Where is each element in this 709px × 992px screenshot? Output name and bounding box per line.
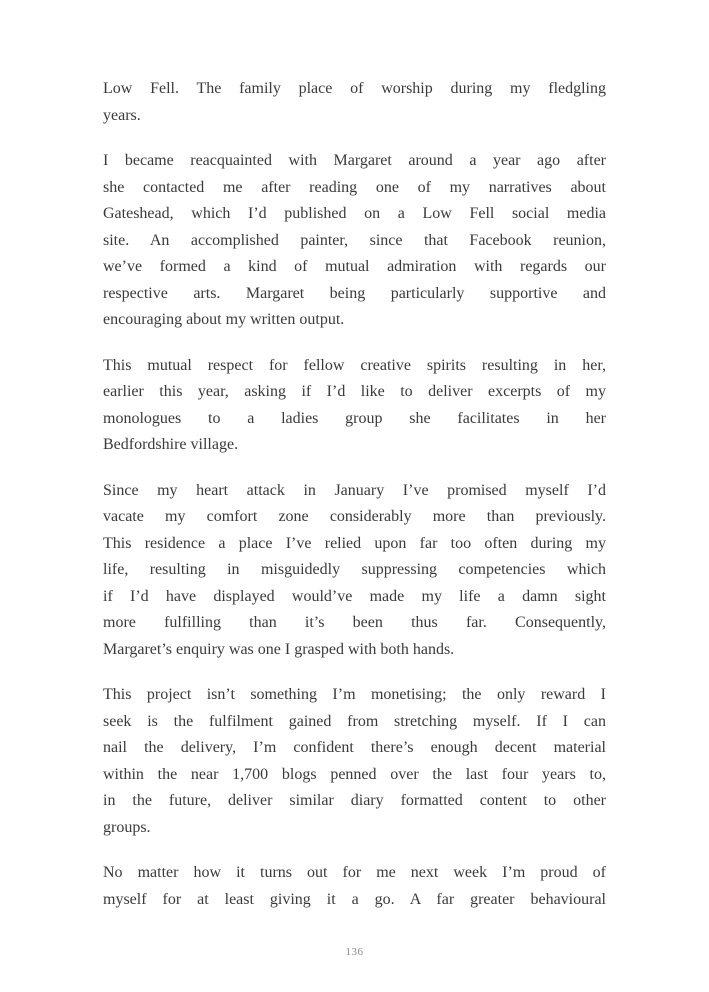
text-line: Gateshead, which I’d published on a Low Fell social media [103, 205, 606, 222]
text-line: site. An accomplished painter, since that Facebook reunion, [103, 231, 606, 249]
text-line: This project isn’t something I’m monetising; the only reward I [103, 686, 606, 703]
text-line: groups. [103, 818, 151, 836]
text-line: she contacted me after reading one of my narratives about [103, 178, 606, 196]
text-line: life, resulting in misguidedly suppressing competencies which [103, 561, 606, 578]
text-line: Bedfordshire village. [103, 436, 239, 453]
text-line: years. [103, 106, 141, 124]
text-line: we’ve formed a kind of mutual admiration with regards our [103, 258, 606, 275]
paragraph [103, 353, 606, 459]
text-line: Low Fell. The family place of worship during my fledgling [103, 80, 606, 97]
text-line: encouraging about my written output. [103, 311, 345, 328]
text-line: more fulfilling than it’s been thus far. Consequently, [103, 614, 606, 631]
paragraph [103, 478, 606, 664]
paragraph [103, 76, 606, 129]
paragraph [103, 148, 606, 334]
text-line: This residence a place I’ve relied upon far too often during my [103, 534, 606, 552]
text-line: respective arts. Margaret being particularly supportive and [103, 284, 606, 302]
paragraph [103, 860, 606, 913]
text-line: Margaret’s enquiry was one I grasped with both hands. [103, 640, 455, 658]
page-body [103, 76, 606, 932]
text-line: monologues to a ladies group she facilitates in her [103, 409, 606, 427]
page-number: 136 [345, 946, 364, 958]
text-line: in the future, deliver similar diary formatted content to other [103, 792, 606, 809]
text-line: vacate my comfort zone considerably more than previously. [103, 508, 606, 525]
text-line: within the near 1,700 blogs penned over the last four years to, [103, 765, 606, 783]
text-line: Since my heart attack in January I’ve promised myself I’d [103, 481, 606, 499]
text-line: nail the delivery, I’m confident there’s enough decent material [103, 739, 606, 756]
text-line: myself for at least giving it a go. A far greater behavioural [103, 890, 606, 908]
paragraph [103, 682, 606, 841]
text-line: seek is the fulfilment gained from stretching myself. If I can [103, 712, 606, 730]
text-line: I became reacquainted with Margaret around a year ago after [103, 152, 606, 169]
text-line: This mutual respect for fellow creative spirits resulting in her, [103, 356, 606, 374]
text-line: if I’d have displayed would’ve made my life a damn sight [103, 587, 606, 605]
text-line: earlier this year, asking if I’d like to deliver excerpts of my [103, 383, 606, 400]
text-line: No matter how it turns out for me next week I’m proud of [103, 864, 606, 881]
